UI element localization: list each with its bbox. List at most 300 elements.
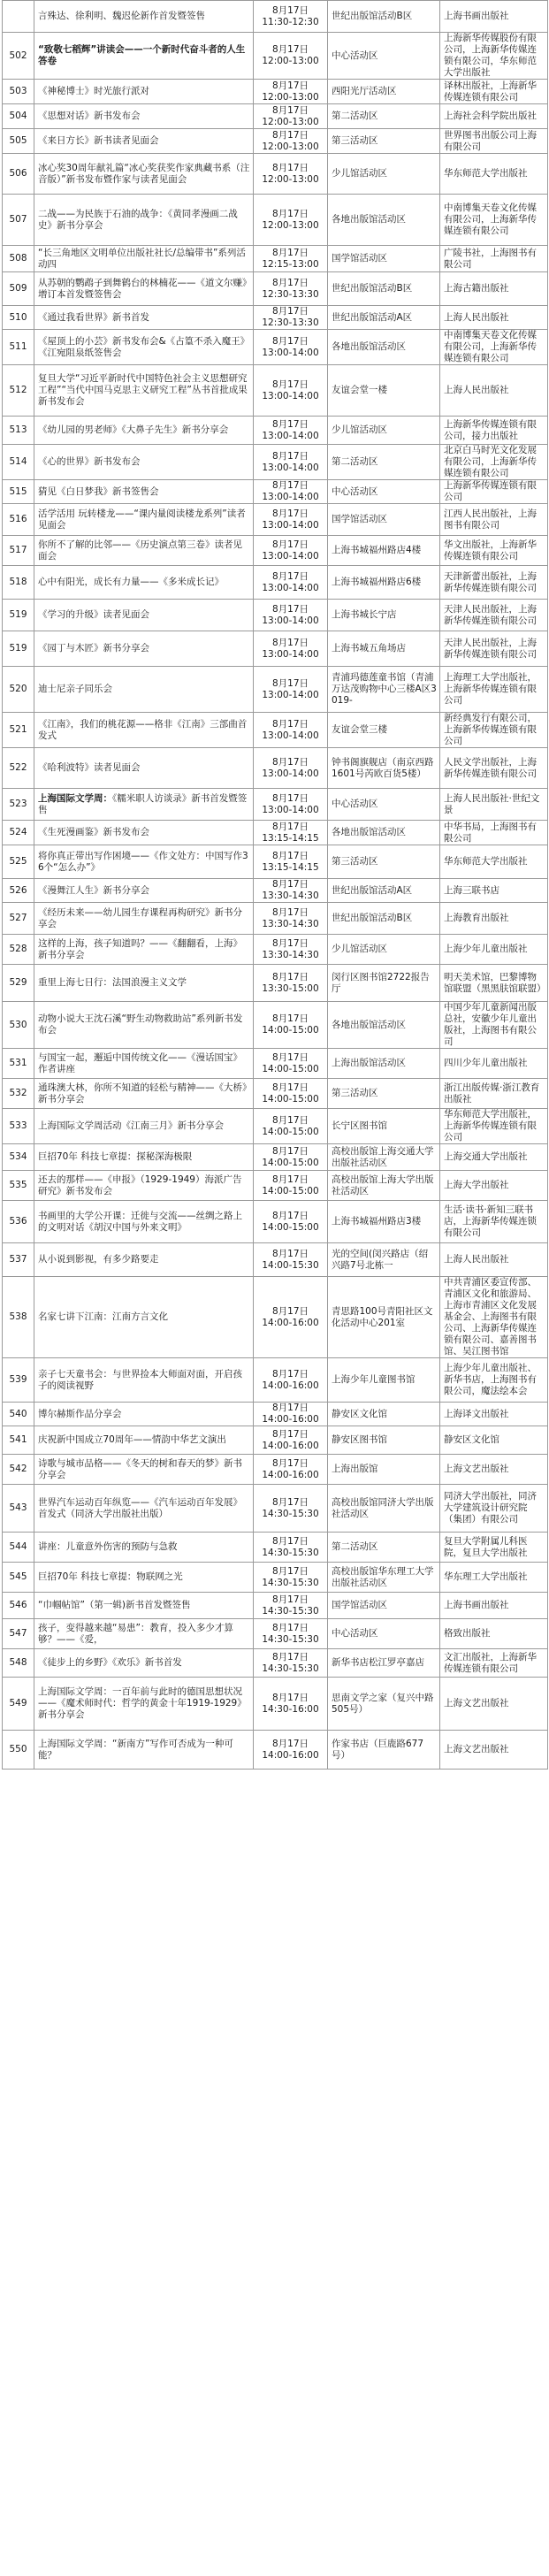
event-time: 14:30-15:30 [262, 1605, 319, 1617]
event-organizer: 华文出版社，上海新华传媒连锁有限公司 [440, 536, 548, 566]
event-number: 508 [3, 246, 34, 272]
event-venue: 国学馆活动区 [328, 504, 440, 536]
table-row [3, 1678, 548, 1731]
table-row [3, 480, 548, 504]
event-organizer: 新经典发行有限公司，上海新华传媒连锁有限公司 [440, 713, 548, 748]
table-row [3, 1049, 548, 1079]
event-number: 527 [3, 903, 34, 935]
event-datetime [254, 330, 328, 365]
event-number: 505 [3, 129, 34, 154]
event-title: 《通过我看世界》新书首发 [34, 306, 254, 330]
event-venue: 新华书店松江罗亭嘉店 [328, 1649, 440, 1678]
event-date: 8月17日 [271, 129, 309, 141]
event-time: 13:00-14:00 [262, 462, 319, 473]
event-time: 14:00-16:00 [262, 1469, 319, 1480]
event-date: 8月17日 [271, 821, 309, 832]
event-date: 8月17日 [271, 80, 309, 91]
table-row [3, 631, 548, 667]
event-venue: 各地出版馆活动区 [328, 821, 440, 845]
event-datetime [254, 600, 328, 631]
event-time: 14:00-15:00 [262, 1025, 319, 1036]
event-date: 8月17日 [271, 637, 309, 648]
event-venue: 中心活动区 [328, 789, 440, 821]
event-time: 14:00-15:00 [262, 1185, 319, 1196]
event-datetime [254, 129, 328, 154]
event-title: 《神秘博士》时光旅行派对 [34, 80, 254, 104]
event-number: 533 [3, 1109, 34, 1144]
event-title: 庆祝新中国成立70周年——情韵中华艺文演出 [34, 1426, 254, 1455]
event-schedule-body [3, 1, 548, 1770]
event-title: 上海国际文学周：“新南方”写作可否成为一种可能？ [34, 1731, 254, 1770]
event-organizer: 静安区文化馆 [440, 1426, 548, 1455]
event-venue: 高校出版馆华东理工大学出版社活动区 [328, 1563, 440, 1593]
event-title: 《屋顶上的小芸》新书发布会&《占篁不杀入魔王》《江宛阻泉纸签售会 [34, 330, 254, 365]
event-title-prefix: 上海国际文学周： [38, 792, 112, 804]
table-row [3, 600, 548, 631]
event-number: 506 [3, 154, 34, 195]
event-time: 13:00-14:00 [262, 430, 319, 441]
event-organizer: 华东师范大学出版社，上海新华传媒连锁有限公司 [440, 1109, 548, 1144]
table-row [3, 667, 548, 713]
event-title: 《学习的升级》读者见面会 [34, 600, 254, 631]
event-venue: 上海出版馆 [328, 1455, 440, 1485]
event-organizer: 格致出版社 [440, 1619, 548, 1649]
event-time: 13:00-14:00 [262, 347, 319, 358]
event-title: 还去的那样——《申报》（1929-1949）海派广告研究》新书发布会 [34, 1171, 254, 1201]
table-row [3, 504, 548, 536]
event-datetime [254, 1649, 328, 1678]
event-organizer: 上海新华传媒股份有限公司，上海新华传媒连锁有限公司，华东师范大学出版社 [440, 33, 548, 80]
event-datetime [254, 1358, 328, 1403]
event-datetime [254, 272, 328, 306]
event-number: 531 [3, 1049, 34, 1079]
event-time: 13:30-14:30 [262, 918, 319, 929]
table-row [3, 821, 548, 845]
event-number: 503 [3, 80, 34, 104]
event-venue: 第三活动区 [328, 1079, 440, 1109]
event-datetime [254, 536, 328, 566]
event-organizer: 上海书画出版社 [440, 1, 548, 33]
event-time: 14:00-15:00 [262, 1093, 319, 1105]
event-time: 14:00-16:00 [262, 1317, 319, 1328]
table-row [3, 1485, 548, 1533]
event-title: 《漫舞江人生》新书分享会 [34, 879, 254, 903]
event-datetime [254, 1109, 328, 1144]
event-title: 《江南》，我们的桃花源——格非《江南》三部曲首发式 [34, 713, 254, 748]
event-time: 14:00-16:00 [262, 1749, 319, 1761]
event-datetime [254, 504, 328, 536]
event-title: 冰心奖30周年献礼篇“冰心奖获奖作家典藏书系（注音版）”新书发布暨作家与读者见面会 [34, 154, 254, 195]
event-venue: 上海少年儿童图书馆 [328, 1358, 440, 1403]
table-row [3, 1, 548, 33]
event-organizer: 上海文艺出版社 [440, 1731, 548, 1770]
event-number: 530 [3, 1002, 34, 1049]
event-time: 13:00-14:00 [262, 615, 319, 626]
event-date: 8月17日 [271, 1651, 309, 1663]
event-title: 言殊达、徐利明、魏迟伦新作首发暨签售 [34, 1, 254, 33]
event-venue: 高校出版馆上海大学出版社活动区 [328, 1171, 440, 1201]
event-datetime [254, 1426, 328, 1455]
event-number: 529 [3, 965, 34, 1002]
event-datetime [254, 879, 328, 903]
event-number: 509 [3, 272, 34, 306]
event-organizer: 上海少年儿童出版社、新华书店，上海图书有限公司，魔法绘本会 [440, 1358, 548, 1403]
event-number: 539 [3, 1358, 34, 1403]
event-time: 14:30-15:30 [262, 1577, 319, 1588]
event-date: 8月17日 [271, 1114, 309, 1126]
event-datetime [254, 365, 328, 417]
event-title: 《来日方长》新书读者见面会 [34, 129, 254, 154]
event-number: 550 [3, 1731, 34, 1770]
event-date: 8月17日 [271, 937, 309, 949]
event-venue: 世纪出版馆活动A区 [328, 879, 440, 903]
event-date: 8月17日 [271, 1403, 309, 1413]
event-title-rest: 《糯米职人访谈录》新书首发暨签售 [38, 792, 248, 815]
event-date: 8月17日 [271, 1082, 309, 1093]
event-number: 519 [3, 600, 34, 631]
table-row [3, 330, 548, 365]
event-organizer: 同济大学出版社，同济大学建筑设计研究院（集团）有限公司 [440, 1485, 548, 1533]
event-date: 8月17日 [271, 1428, 309, 1440]
event-date: 8月17日 [271, 1173, 309, 1185]
event-datetime [254, 1563, 328, 1593]
event-organizer: 上海文艺出版社 [440, 1455, 548, 1485]
event-organizer: 上海三联书店 [440, 879, 548, 903]
event-time: 12:00-13:00 [262, 219, 319, 231]
event-organizer: 北京白马时光文化发展有限公司，上海新华传媒连锁有限公司 [440, 445, 548, 480]
table-row [3, 935, 548, 965]
event-datetime [254, 246, 328, 272]
event-date: 8月17日 [271, 1457, 309, 1469]
event-number: 546 [3, 1593, 34, 1619]
event-datetime [254, 33, 328, 80]
table-row [3, 1358, 548, 1403]
event-datetime [254, 1002, 328, 1049]
event-number [3, 1, 34, 33]
event-schedule-table [2, 0, 548, 1770]
event-number: 545 [3, 1563, 34, 1593]
event-number: 519 [3, 631, 34, 667]
event-time: 13:00-14:00 [262, 648, 319, 660]
event-datetime [254, 417, 328, 445]
event-title: 上海国际文学周活动《江南三月》新书分享会 [34, 1109, 254, 1144]
event-title: 与国宝一起，邂逅中国传统文化——《漫话国宝》作者讲座 [34, 1049, 254, 1079]
event-date: 8月17日 [271, 906, 309, 918]
event-title: 孩子，变得越来越“易患”：教育，投入多少才算够？——《爱， [34, 1619, 254, 1649]
event-title: 从苏朝的鹦鹉子到舞鹤台的林楠花——《道文尔赚》增订本首发暨签售会 [34, 272, 254, 306]
event-time: 13:15-14:15 [262, 861, 319, 873]
event-venue: 上海书城五角场店 [328, 631, 440, 667]
event-date: 8月17日 [271, 306, 309, 317]
event-title: 名家七讲下江南：江南方言文化 [34, 1277, 254, 1358]
event-organizer: 中共青浦区委宣传部、青浦区文化和旅游局、上海市青浦区文化发展基金会、上海图书有限公司、上海新华传媒连锁有限公司、嘉善图书馆、吴江图书馆 [440, 1277, 548, 1358]
event-venue: 闵行区图书馆2722报告厅 [328, 965, 440, 1002]
event-venue: 友谊会堂一楼 [328, 365, 440, 417]
event-venue: 高校出版馆同济大学出版社活动区 [328, 1485, 440, 1533]
event-time: 14:30-15:30 [262, 1508, 319, 1519]
event-venue: 西阳光厅活动区 [328, 80, 440, 104]
event-number: 514 [3, 445, 34, 480]
event-venue: 各地出版馆活动区 [328, 195, 440, 246]
event-date: 8月17日 [271, 1594, 309, 1605]
event-datetime [254, 1485, 328, 1533]
table-row [3, 1002, 548, 1049]
event-number: 532 [3, 1079, 34, 1109]
event-venue: 青浦玛德莲童书馆（青浦万达茂购物中心三楼A区3019- [328, 667, 440, 713]
event-datetime [254, 1, 328, 33]
event-venue: 上海书城福州路店3楼 [328, 1201, 440, 1243]
event-organizer: 中南博集天卷文化传媒有限公司，上海新华传媒连锁有限公司 [440, 195, 548, 246]
event-time: 14:00-15:00 [262, 1221, 319, 1233]
event-organizer: 天津人民出版社，上海新华传媒连锁有限公司 [440, 600, 548, 631]
event-title: 巨招70年 科技七章提：探秘深海极限 [34, 1144, 254, 1171]
event-number: 547 [3, 1619, 34, 1649]
event-organizer: 译林出版社，上海新华传媒连锁有限公司 [440, 80, 548, 104]
event-date: 8月17日 [271, 879, 309, 890]
table-row [3, 748, 548, 789]
event-number: 504 [3, 104, 34, 129]
event-venue: 中心活动区 [328, 480, 440, 504]
table-row [3, 1243, 548, 1277]
table-row [3, 1144, 548, 1171]
event-title: 你所不了解的比邻——《历史演点第三卷》读者见面会 [34, 536, 254, 566]
event-date: 8月17日 [271, 850, 309, 861]
event-venue: 钟书阁旗舰店（南京西路1601号芮欧百货5楼） [328, 748, 440, 789]
event-organizer: 上海理工大学出版社，上海新华传媒连锁有限公司 [440, 667, 548, 713]
table-row [3, 1619, 548, 1649]
event-number: 521 [3, 713, 34, 748]
table-row [3, 1563, 548, 1593]
event-venue: 上海出版馆活动区 [328, 1049, 440, 1079]
table-row [3, 33, 548, 80]
event-date: 8月17日 [271, 792, 309, 804]
event-organizer: 四川少年儿童出版社 [440, 1049, 548, 1079]
event-number: 515 [3, 480, 34, 504]
event-number: 517 [3, 536, 34, 566]
event-datetime [254, 965, 328, 1002]
event-number: 542 [3, 1455, 34, 1485]
event-date: 8月17日 [271, 1535, 309, 1547]
table-row [3, 365, 548, 417]
table-row [3, 445, 548, 480]
event-venue: 中心活动区 [328, 1619, 440, 1649]
event-number: 513 [3, 417, 34, 445]
event-number: 518 [3, 566, 34, 600]
table-row [3, 1731, 548, 1770]
event-date: 8月17日 [271, 603, 309, 615]
event-organizer: 中国少年儿童新闻出版总社，安徽少年儿童出版社，上海图书有限公司 [440, 1002, 548, 1049]
event-time: 14:30-15:30 [262, 1663, 319, 1674]
event-title: 从小说到影视，有多少路要走 [34, 1243, 254, 1277]
event-datetime [254, 713, 328, 748]
event-venue: 世纪出版馆活动B区 [328, 903, 440, 935]
event-number: 538 [3, 1277, 34, 1358]
table-row [3, 80, 548, 104]
event-number: 540 [3, 1403, 34, 1426]
event-venue: 中心活动区 [328, 33, 440, 80]
event-venue: 第三活动区 [328, 845, 440, 879]
event-datetime [254, 1533, 328, 1563]
event-number: 502 [3, 33, 34, 80]
table-row [3, 879, 548, 903]
event-venue: 上海书城长宁店 [328, 600, 440, 631]
event-datetime [254, 306, 328, 330]
event-title: 重里上海七日行：法国浪漫主义文学 [34, 965, 254, 1002]
event-venue: 思南文学之家（复兴中路505号） [328, 1678, 440, 1731]
event-title: 《园丁与木匠》新书分享会 [34, 631, 254, 667]
event-time: 12:30-13:30 [262, 288, 319, 300]
table-row [3, 104, 548, 129]
event-organizer: 华东师范大学出版社 [440, 845, 548, 879]
event-date: 8月17日 [271, 1496, 309, 1508]
event-date: 8月17日 [271, 480, 309, 491]
event-datetime [254, 1455, 328, 1485]
event-time: 13:30-14:30 [262, 949, 319, 960]
event-date: 8月17日 [271, 1368, 309, 1380]
table-row [3, 713, 548, 748]
event-time: 13:00-14:00 [262, 550, 319, 562]
event-time: 12:00-13:00 [262, 173, 319, 185]
event-venue: 第二活动区 [328, 445, 440, 480]
event-datetime [254, 1171, 328, 1201]
event-title: 通珠澳大林，你所不知道的轻松与精神——《大桥》新书分享会 [34, 1079, 254, 1109]
event-time: 12:00-13:00 [262, 141, 319, 152]
event-date: 8月17日 [271, 1248, 309, 1259]
event-time: 13:00-14:00 [262, 689, 319, 700]
event-date: 8月17日 [271, 247, 309, 258]
event-title: 《生死漫画鉴》新书发布会 [34, 821, 254, 845]
event-date: 8月17日 [271, 570, 309, 582]
event-number: 510 [3, 306, 34, 330]
table-row [3, 272, 548, 306]
table-row [3, 1649, 548, 1678]
event-date: 8月17日 [271, 4, 309, 16]
event-datetime [254, 566, 328, 600]
event-number: 535 [3, 1171, 34, 1201]
event-time: 14:00-16:00 [262, 1414, 319, 1425]
table-row [3, 566, 548, 600]
event-number: 536 [3, 1201, 34, 1243]
event-number: 528 [3, 935, 34, 965]
event-datetime [254, 1403, 328, 1426]
event-title: 活学活用 玩转楼龙——“课内量阅读楼龙系列”读者见面会 [34, 504, 254, 536]
event-organizer: 天津人民出版社，上海新华传媒连锁有限公司 [440, 631, 548, 667]
event-date: 8月17日 [271, 1210, 309, 1221]
event-organizer: 上海人民出版社·世纪文景 [440, 789, 548, 821]
event-title: 亲子七天童书会：与世界捡本大师面对面，开启孩子的阅读视野 [34, 1358, 254, 1403]
event-title: 二战——为民族于石油的战争：《黄同孝漫画二战史》新书分享会 [34, 195, 254, 246]
table-row [3, 965, 548, 1002]
event-time: 14:00-15:00 [262, 1126, 319, 1137]
event-time: 12:00-13:00 [262, 116, 319, 127]
event-time: 14:30-16:00 [262, 1703, 319, 1715]
event-title: 上海国际文学周：一百年前与此时的德国思想状况——《魔术师时代：哲学的黄金十年1919-1929》新书分享会 [34, 1678, 254, 1731]
event-organizer: 广陵书社，上海图书有限公司 [440, 246, 548, 272]
event-organizer: 浙江出版传媒·浙江教育出版社 [440, 1079, 548, 1109]
event-time: 14:30-15:30 [262, 1633, 319, 1645]
event-date: 8月17日 [271, 208, 309, 219]
event-date: 8月17日 [271, 1565, 309, 1577]
event-venue: 各地出版馆活动区 [328, 1002, 440, 1049]
event-number: 548 [3, 1649, 34, 1678]
event-title: 动物小说大王沈石溪“野生动物救助站”系列新书发布会 [34, 1002, 254, 1049]
event-date: 8月17日 [271, 450, 309, 462]
event-venue: 高校出版馆上海交通大学出版社活动区 [328, 1144, 440, 1171]
event-number: 549 [3, 1678, 34, 1731]
event-time: 13:30-14:30 [262, 891, 319, 901]
event-title: 将你真正带出写作困境——《作文处方：中国写作36个“怎么办”》 [34, 845, 254, 879]
event-datetime [254, 445, 328, 480]
event-title: 复旦大学“习近平新时代中国特色社会主义思想研究工程”“当代中国马克思主义研究工程”丛书首批成果新书发布会 [34, 365, 254, 417]
event-title: 书画里的大学公开课：迁徙与交流——丝绸之路上的文明对话《胡汉中国与外来文明》 [34, 1201, 254, 1243]
event-date: 8月17日 [271, 718, 309, 730]
event-number: 507 [3, 195, 34, 246]
event-title: 《心的世界》新书发布会 [34, 445, 254, 480]
table-row [3, 306, 548, 330]
event-venue: 各地出版馆活动区 [328, 330, 440, 365]
event-number: 543 [3, 1485, 34, 1533]
table-row [3, 195, 548, 246]
event-datetime [254, 80, 328, 104]
event-venue: 友谊会堂三楼 [328, 713, 440, 748]
table-row [3, 536, 548, 566]
event-datetime [254, 195, 328, 246]
event-venue: 上海书城福州路店4楼 [328, 536, 440, 566]
event-organizer: 中南博集天卷文化传媒有限公司，上海新华传媒连锁有限公司 [440, 330, 548, 365]
event-time: 13:00-14:00 [262, 730, 319, 741]
table-row [3, 1426, 548, 1455]
event-venue: 少儿馆活动区 [328, 154, 440, 195]
event-date: 8月17日 [271, 44, 309, 55]
event-datetime [254, 1049, 328, 1079]
event-date: 8月17日 [271, 677, 309, 689]
event-number: 520 [3, 667, 34, 713]
table-row [3, 1277, 548, 1358]
event-title: “长三角地区文明单位出版社社长/总编带书”系列活动四 [34, 246, 254, 272]
table-row [3, 845, 548, 879]
event-number: 522 [3, 748, 34, 789]
event-organizer: 上海人民出版社 [440, 1243, 548, 1277]
event-datetime [254, 821, 328, 845]
table-row [3, 417, 548, 445]
event-time: 13:15-14:15 [262, 832, 319, 844]
event-date: 8月17日 [271, 378, 309, 390]
event-venue: 国学馆活动区 [328, 1593, 440, 1619]
event-title: 《思想对话》新书发布会 [34, 104, 254, 129]
event-datetime [254, 1593, 328, 1619]
table-row [3, 154, 548, 195]
event-organizer: 复旦大学附属儿科医院，复旦大学出版社 [440, 1533, 548, 1563]
event-number: 525 [3, 845, 34, 879]
event-number: 511 [3, 330, 34, 365]
event-date: 8月17日 [271, 418, 309, 430]
event-datetime [254, 154, 328, 195]
event-organizer: 华东理工大学出版社 [440, 1563, 548, 1593]
event-title: 世界汽车运动百年纵览——《汽车运动百年发展》首发式（同济大学出版社出版） [34, 1485, 254, 1533]
event-organizer: 上海人民出版社 [440, 365, 548, 417]
event-organizer: 明天美术馆，巴黎博物馆联盟（黑黑肤馆联盟） [440, 965, 548, 1002]
event-datetime [254, 667, 328, 713]
event-datetime [254, 789, 328, 821]
event-title: 这样的上海，孩子知道吗？——《翻翻看，上海》新书分享会 [34, 935, 254, 965]
event-datetime [254, 903, 328, 935]
table-row [3, 1403, 548, 1426]
event-number: 512 [3, 365, 34, 417]
event-title: “致敬七稻辉”讲读会——一个新时代奋斗者的人生答卷 [34, 33, 254, 80]
event-venue: 第二活动区 [328, 1533, 440, 1563]
event-organizer: 华东师范大学出版社 [440, 154, 548, 195]
event-title: 《幼儿园的男老师》《大鼻子先生》新书分享会 [34, 417, 254, 445]
